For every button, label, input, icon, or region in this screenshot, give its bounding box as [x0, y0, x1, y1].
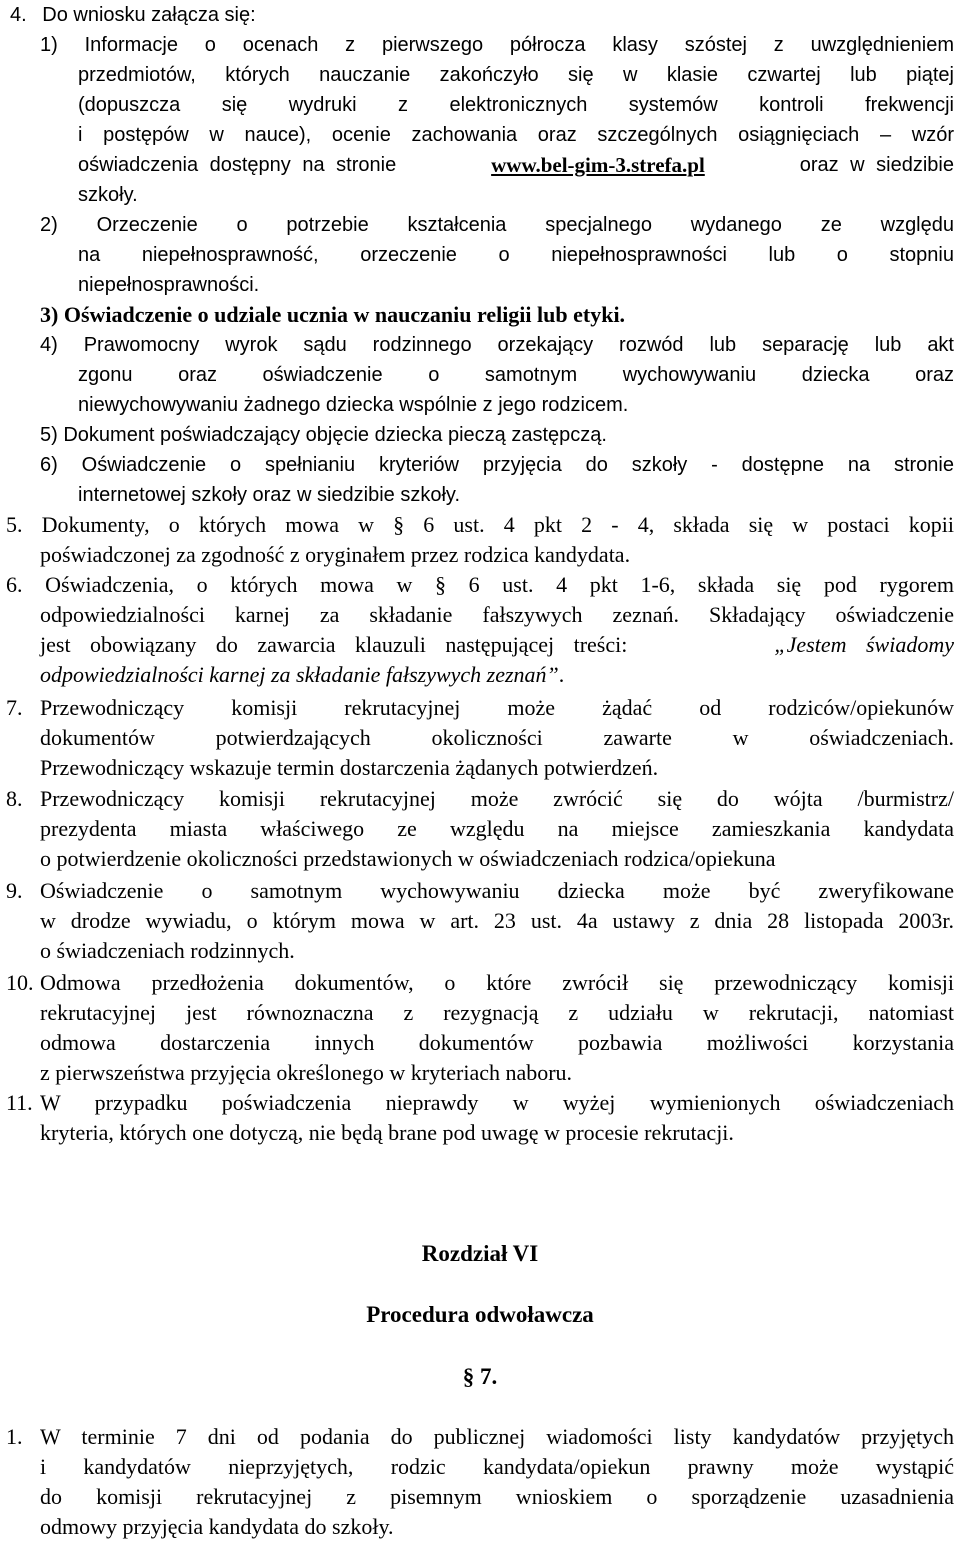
section-6-line-4: [40, 660, 960, 690]
section-11-line-2: kryteria, których one dotyczą, nie będą brane pod uwagę w procesie rekrutacji.: [40, 1120, 734, 1145]
section-4-heading: [10, 0, 960, 30]
section-9-line-3: o świadczeniach rodzinnych.: [40, 938, 295, 963]
section-7-line-3: Przewodniczący wskazuje termin dostarczenia żądanych potwierdzeń.: [40, 755, 659, 780]
chapter-subtitle: Procedura odwoławcza: [366, 1302, 594, 1327]
section-6-line-3-quote: „Jestem świadomy: [774, 632, 954, 657]
item-2-line-3: niepełnosprawności.: [78, 274, 260, 296]
item-4-line-2: zgonu oraz oświadczenie o samotnym wychowywaniu dziecka oraz: [78, 364, 954, 386]
section-8-line-1: Przewodniczący komisji rekrutacyjnej może zwrócić się do wójta /burmistrz/: [40, 786, 954, 811]
item-6-line-1: 6) Oświadczenie o spełnianiu kryteriów przyjęcia do szkoły - dostępne na stronie: [40, 454, 954, 476]
section-6-line-4-quote: odpowiedzialności karnej za składanie fałszywych zeznań”: [40, 662, 559, 687]
section-6-line-3: [40, 630, 954, 660]
section-9-number: 9.: [6, 878, 23, 903]
item-1-line-5-post: oraz w siedzibie: [799, 154, 954, 176]
p7-point-1-number: 1.: [6, 1424, 23, 1449]
section-6-line-3-pre: jest obowiązany do zawarcia klauzuli następującej treści:: [40, 632, 628, 657]
school-website-link[interactable]: www.bel-gim-3.strefa.pl: [491, 153, 705, 177]
item-2-line-2: na niepełnosprawność, orzeczenie o niepełnosprawności lub o stopniu: [78, 244, 954, 266]
section-10-line-1: Odmowa przedłożenia dokumentów, o które zwrócił się przewodniczący komisji: [40, 970, 954, 995]
section-8-number: 8.: [6, 786, 23, 811]
section-5-line-2: poświadczonej za zgodność z oryginałem przez rodzica kandydata.: [40, 542, 631, 567]
section-10-line-4: z pierwszeństwa przyjęcia określonego w kryteriach naboru.: [40, 1060, 573, 1085]
section-8-line-3: o potwierdzenie okoliczności przedstawionych w oświadczeniach rodzica/opiekuna: [40, 846, 776, 871]
section-10-line-2: rekrutacyjnej jest równoznaczna z rezygnacją z udziału w rekrutacji, natomiast: [40, 1000, 954, 1025]
item-4-line-1: 4) Prawomocny wyrok sądu rodzinnego orzekający rozwód lub separację lub akt: [40, 334, 954, 356]
section-9-line-2: w drodze wywiadu, o którym mowa w art. 23 ust. 4a ustawy z dnia 28 listopada 2003r.: [40, 908, 954, 933]
item-3: 3) Oświadczenie o udziale ucznia w nauczaniu religii lub etyki.: [40, 302, 626, 327]
section-5-line-1: 5. Dokumenty, o których mowa w § 6 ust. 4 pkt 2 - 4, składa się w postaci kopii: [6, 512, 954, 537]
item-1-line-3: (dopuszcza się wydruki z elektronicznych systemów kontroli frekwencji: [78, 94, 954, 116]
item-1-line-4: i postępów w nauce), ocenie zachowania oraz szczególnych osiągnięciach – wzór: [78, 124, 954, 146]
p7-point-1-line-1: W terminie 7 dni od podania do publicznej wiadomości listy kandydatów przyjętych: [40, 1424, 954, 1449]
item-1-line-6: szkoły.: [78, 184, 138, 206]
chapter-title: Rozdział VI: [421, 1241, 539, 1266]
section-4-intro: Do wniosku załącza się:: [42, 4, 256, 26]
section-6-line-4-post: .: [558, 662, 565, 687]
section-7-number: 7.: [6, 695, 23, 720]
p7-point-1-line-3: do komisji rekrutacyjnej z pisemnym wnioskiem o sporządzenie uzasadnienia: [40, 1484, 954, 1509]
section-10-number: 10.: [6, 970, 34, 995]
section-11-line-1: W przypadku poświadczenia nieprawdy w wyżej wymienionych oświadczeniach: [40, 1090, 954, 1115]
section-6-line-1: 6. Oświadczenia, o których mowa w § 6 ust. 4 pkt 1-6, składa się pod rygorem: [6, 572, 954, 597]
item-1-line-2: przedmiotów, których nauczanie zakończyło się w klasie czwartej lub piątej: [78, 64, 954, 86]
item-2-line-1: 2) Orzeczenie o potrzebie kształcenia specjalnego wydanego ze względu: [40, 214, 954, 236]
section-9-line-1: Oświadczenie o samotnym wychowywaniu dziecka może być zweryfikowane: [40, 878, 954, 903]
section-10-line-3: odmowa dostarczenia innych dokumentów pozbawia możliwości korzystania: [40, 1030, 954, 1055]
item-1-line-1: 1) Informacje o ocenach z pierwszego półrocza klasy szóstej z uwzględnieniem: [40, 34, 954, 56]
p7-point-1-line-2: i kandydatów nieprzyjętych, rodzic kandydata/opiekun prawny może wystąpić: [40, 1454, 954, 1479]
section-6-line-2: odpowiedzialności karnej za składanie fałszywych zeznań. Składający oświadczenie: [40, 602, 954, 627]
section-4-number: 4.: [10, 4, 27, 26]
section-11-number: 11.: [6, 1090, 33, 1115]
section-7-line-1: Przewodniczący komisji rekrutacyjnej może żądać od rodziców/opiekunów: [40, 695, 954, 720]
item-6-line-2: internetowej szkoły oraz w siedzibie szkoły.: [78, 484, 461, 506]
item-5: 5) Dokument poświadczający objęcie dziecka pieczą zastępczą.: [40, 424, 607, 446]
item-1-line-5-pre: oświadczenia dostępny na stronie: [78, 154, 397, 176]
section-8-line-2: prezydenta miasta właściwego ze względu na miejsce zamieszkania kandydata: [40, 816, 954, 841]
section-7-line-2: dokumentów potwierdzających okoliczności zawarte w oświadczeniach.: [40, 725, 954, 750]
item-4-line-3: niewychowywaniu żadnego dziecka wspólnie z jego rodzicem.: [78, 394, 629, 416]
paragraph-sign: § 7.: [462, 1364, 498, 1389]
p7-point-1-line-4: odmowy przyjęcia kandydata do szkoły.: [40, 1514, 394, 1539]
item-1-line-5: [78, 150, 954, 180]
